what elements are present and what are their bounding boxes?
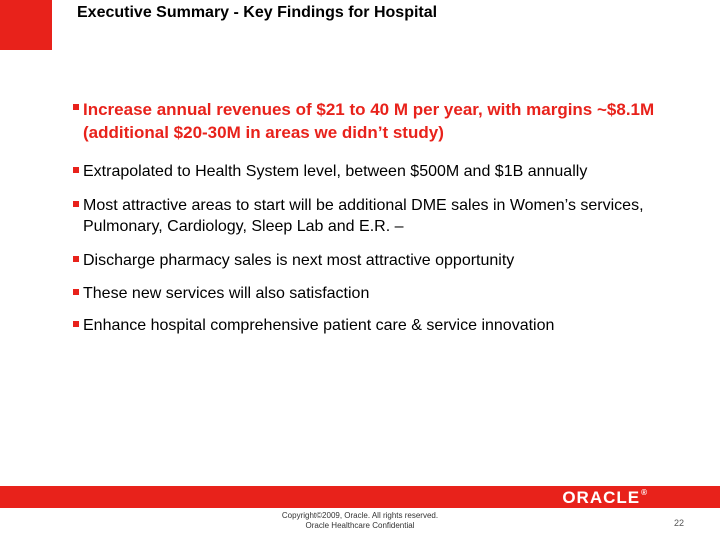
- bullet-list: [72, 98, 692, 336]
- bullet-text: Discharge pharmacy sales is next most attractive opportunity: [83, 252, 515, 269]
- oracle-logo: [562, 488, 648, 508]
- slide-title: Executive Summary - Key Findings for Hospital: [77, 4, 438, 21]
- bullet-item-patient-care: [72, 315, 692, 336]
- bullet-text: Most attractive areas to start will be additional DME sales in Women’s services, Pulmonary, Cardiology, Sleep Lab and E.R. –: [83, 197, 644, 235]
- bullet-square-icon: [73, 321, 79, 327]
- registered-mark: ®: [641, 488, 648, 497]
- bullet-text: These new services will also satisfaction: [83, 285, 370, 302]
- footer-bar: [0, 486, 720, 508]
- bullet-text: Increase annual revenues of $21 to 40 M per year, with margins ~$8.1M (additional $20-30M in areas we didn’t study): [83, 100, 655, 142]
- copyright-notice: Copyright©2009, Oracle. All rights reserved. Oracle Healthcare Confidential: [281, 511, 439, 530]
- bullet-item-health-system: [72, 161, 692, 182]
- logo-text: ORACLE: [562, 488, 641, 507]
- bullet-text: Enhance hospital comprehensive patient care & service innovation: [83, 317, 555, 334]
- bullet-square-icon: [73, 167, 79, 173]
- bullet-item-pharmacy: [72, 250, 692, 271]
- page-number: 22: [673, 518, 684, 528]
- bullet-square-icon: [73, 201, 79, 207]
- bullet-text: Extrapolated to Health System level, between $500M and $1B annually: [83, 163, 588, 180]
- bullet-item-revenue: [72, 98, 692, 144]
- bullet-square-icon: [73, 256, 79, 262]
- bullet-square-icon: [73, 289, 79, 295]
- bullet-item-dme-sales: [72, 195, 692, 237]
- bullet-square-icon: [73, 104, 79, 110]
- corner-accent-block: [0, 0, 52, 50]
- bullet-item-satisfaction: [72, 283, 692, 304]
